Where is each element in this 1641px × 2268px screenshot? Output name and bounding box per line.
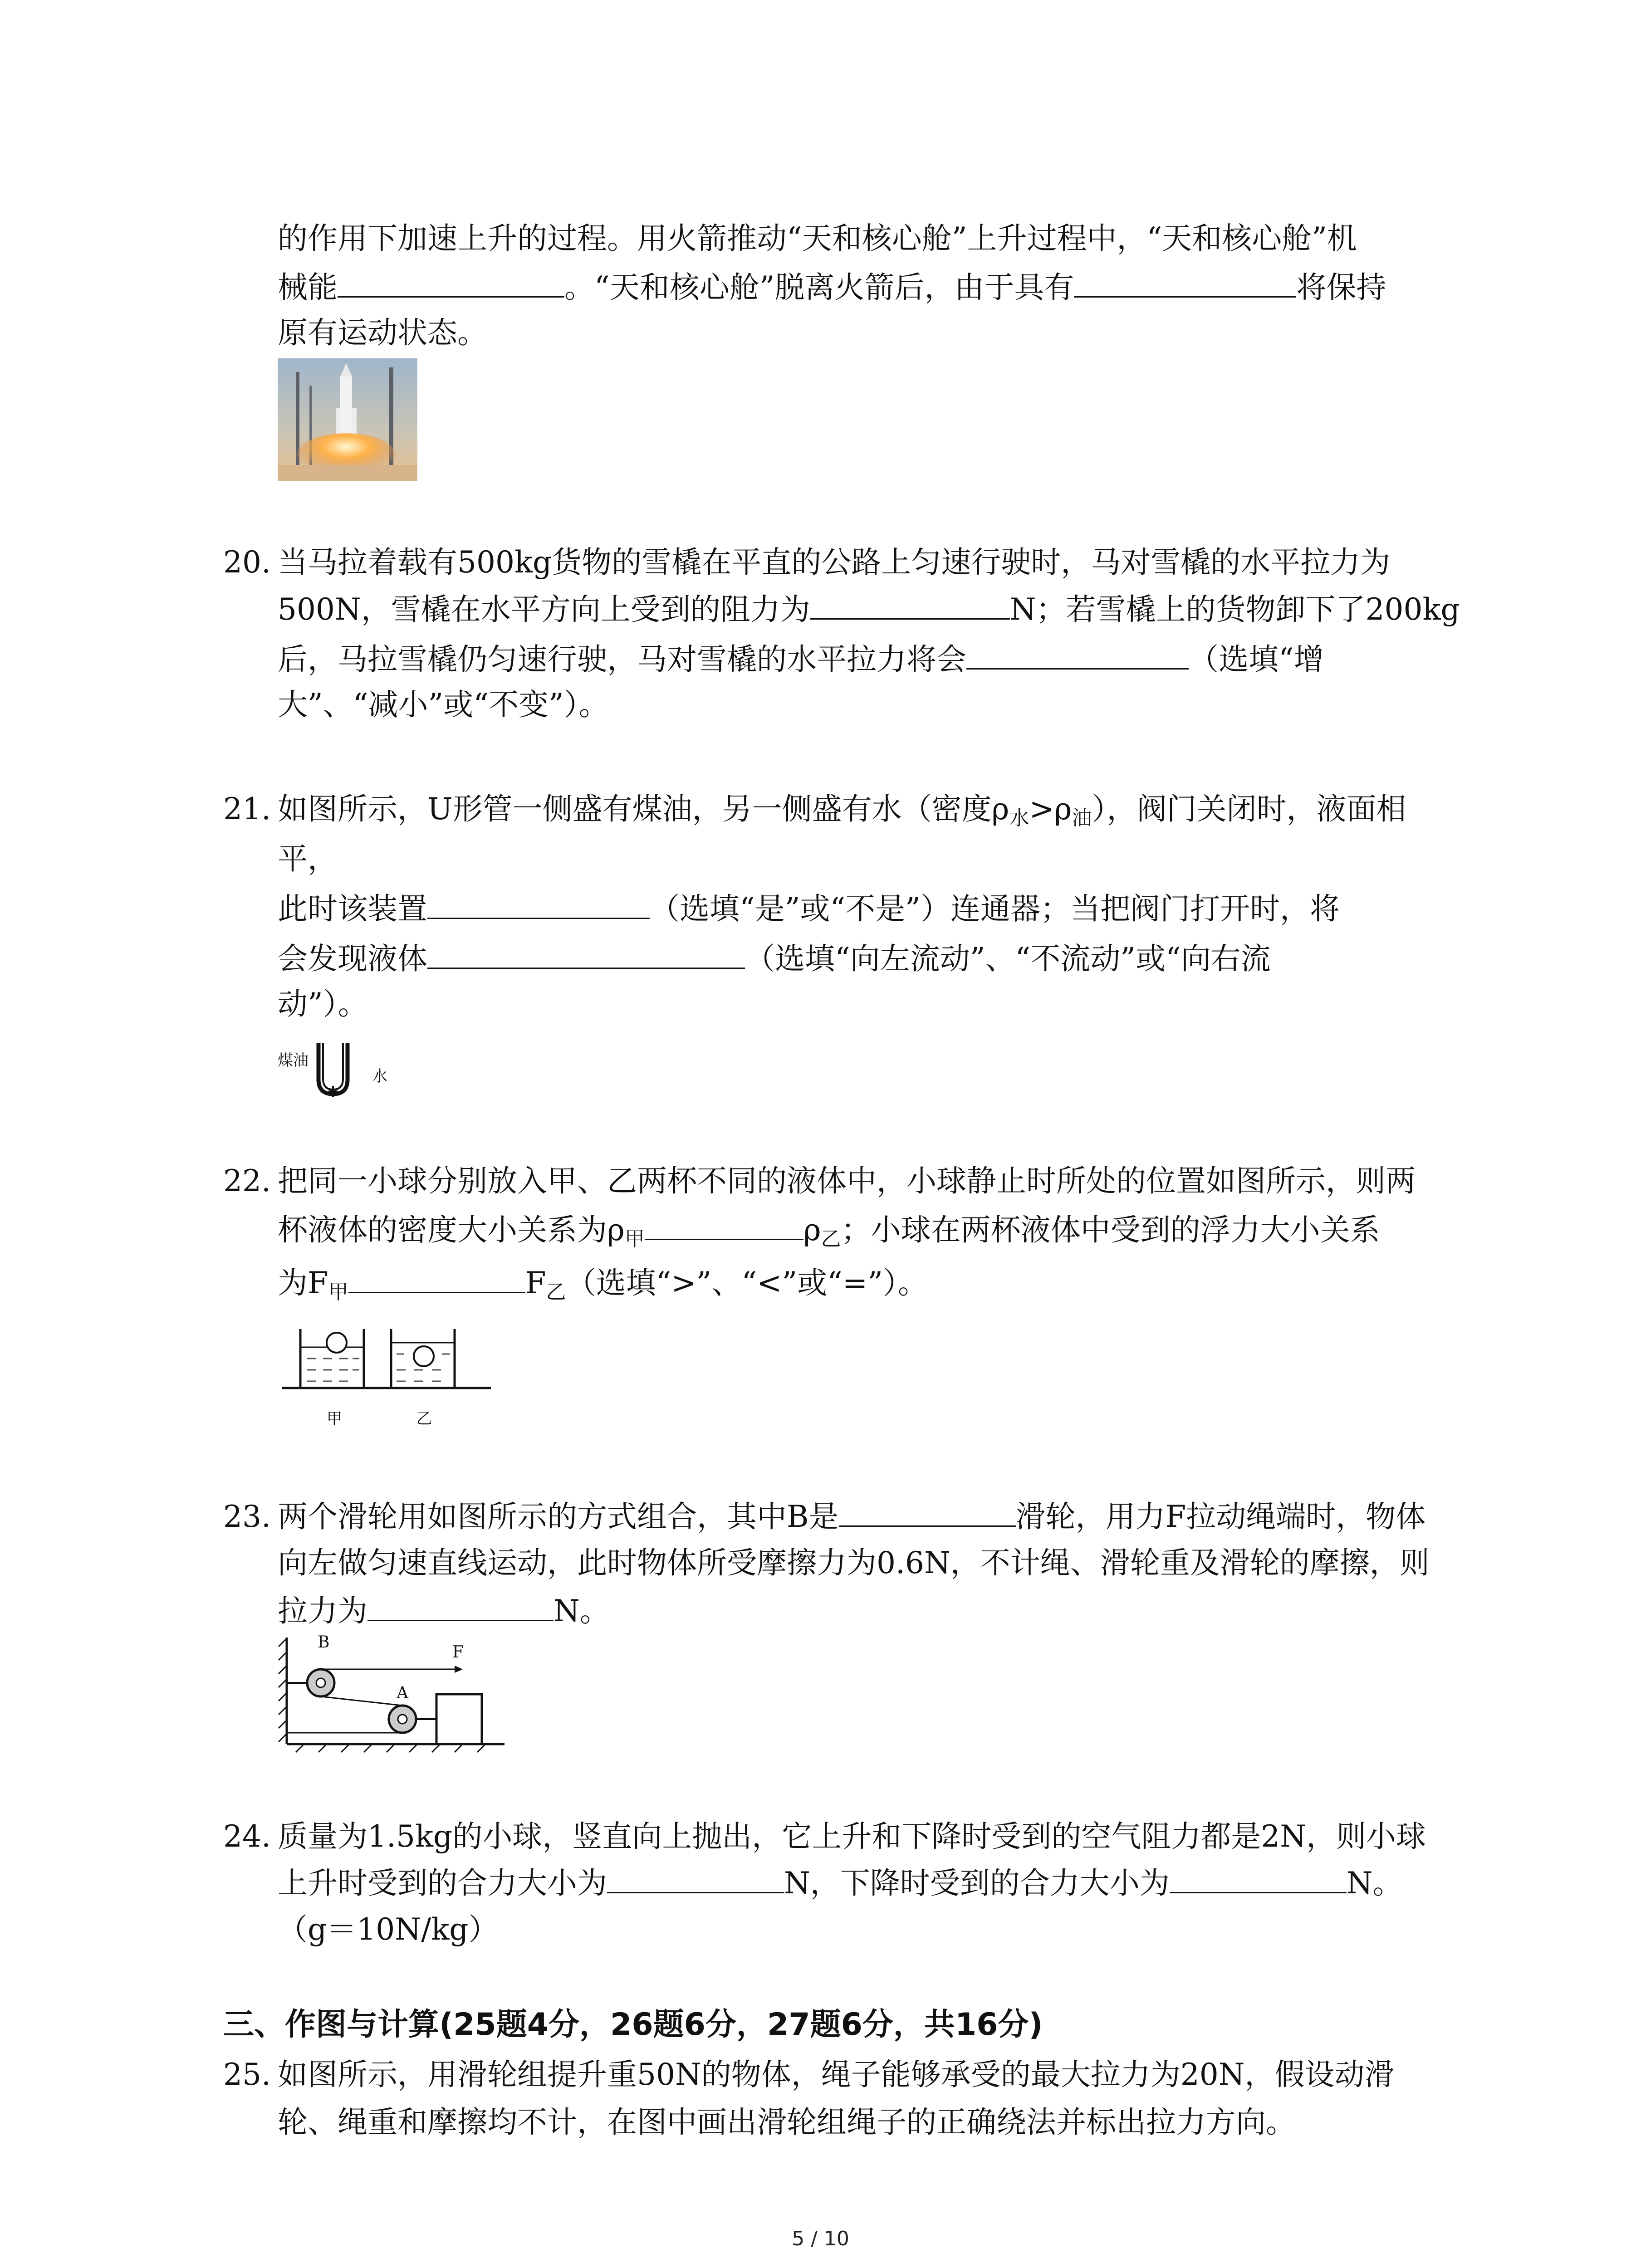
- q20-blank-2[interactable]: [966, 640, 1189, 670]
- q21-sub-water: 水: [1009, 807, 1029, 830]
- q22-text-d: 为F: [278, 1266, 328, 1300]
- q24-text-b: N，下降时受到的合力大小为: [784, 1866, 1170, 1901]
- u-tube-figure: [278, 1039, 396, 1102]
- q25-line1: 如图所示，用滑轮组提升重50N的物体，绳子能够承受的最大拉力为20N，假设动滑: [278, 2057, 1395, 2092]
- q23-line3: [278, 1591, 610, 1631]
- q23-line2: 向左做匀速直线运动，此时物体所受摩擦力为0.6N，不计绳、滑轮重及滑轮的摩擦，则: [278, 1545, 1430, 1580]
- q24-line1: 质量为1.5kg的小球，竖直向上抛出，它上升和下降时受到的空气阻力都是2N，则小球: [278, 1819, 1426, 1854]
- q24-blank-2[interactable]: [1170, 1864, 1347, 1893]
- q22-text-a: 杯液体的密度大小关系为ρ: [278, 1212, 625, 1247]
- q20-line4: 大”、“减小”或“不变”）。: [278, 687, 609, 722]
- q22-line2: [278, 1210, 1380, 1259]
- q20-number: 20.: [223, 545, 271, 580]
- q20-line1: 当马拉着载有500kg货物的雪橇在平直的公路上匀速行驶时，马对雪橇的水平拉力为: [278, 545, 1391, 580]
- q21-line2: 平，: [278, 841, 338, 876]
- q22-sub-jia2: 甲: [328, 1281, 348, 1304]
- q23-text-c: 拉力为: [278, 1593, 367, 1628]
- rocket-launch-photo: [278, 358, 417, 481]
- force-f-label: F: [452, 1643, 464, 1662]
- q22-blank-1[interactable]: [645, 1211, 803, 1240]
- q21-line3: [278, 889, 1340, 929]
- q22-sub-yi2: 乙: [546, 1281, 566, 1304]
- q19-text-a: 械能: [278, 270, 338, 305]
- q22-line1: 把同一小球分别放入甲、乙两杯不同的液体中，小球静止时所处的位置如图所示，则两: [278, 1163, 1416, 1198]
- pulley-b-label: B: [318, 1633, 330, 1652]
- q20-text-c: 后，马拉雪橇仍匀速行驶，马对雪橇的水平拉力将会: [278, 642, 966, 677]
- q22-sub-jia: 甲: [624, 1227, 645, 1251]
- q22-line3: [278, 1263, 928, 1312]
- q23-text-a: 两个滑轮用如图所示的方式组合，其中B是: [278, 1499, 839, 1534]
- q25-line2: 轮、绳重和摩擦均不计，在图中画出滑轮组绳子的正确绕法并标出拉力方向。: [278, 2105, 1296, 2140]
- q21-text-e: （选填“是”或“不是”）连通器；当把阀门打开时，将: [650, 891, 1340, 926]
- q22-blank-2[interactable]: [348, 1264, 525, 1293]
- q19-text-c: 将保持: [1296, 270, 1386, 305]
- q24-line3: （g＝10N/kg）: [278, 1912, 499, 1947]
- q21-text-g: （选填“向左流动”、“不流动”或“向右流: [745, 941, 1271, 976]
- cup-jia-label: 甲: [327, 1410, 342, 1428]
- u-tube-left-label: 煤油: [278, 1051, 309, 1070]
- q21-line5: 动”）。: [278, 987, 368, 1022]
- q23-line1: [278, 1497, 1425, 1537]
- q21-line4: [278, 939, 1271, 979]
- q24-blank-1[interactable]: [607, 1864, 784, 1893]
- q24-text-c: N。: [1346, 1866, 1403, 1901]
- q20-blank-1[interactable]: [810, 590, 1010, 620]
- u-tube-right-label: 水: [372, 1067, 387, 1085]
- q23-blank-1[interactable]: [839, 1497, 1016, 1527]
- section-3-heading: 三、作图与计算(25题4分，26题6分，27题6分，共16分): [223, 2007, 1043, 2043]
- q22-number: 22.: [223, 1163, 271, 1198]
- q21-blank-1[interactable]: [427, 890, 650, 919]
- q21-text-b: >ρ: [1029, 792, 1072, 826]
- q22-text-c: ；小球在两杯液体中受到的浮力大小关系: [841, 1212, 1380, 1247]
- q20-line2: [278, 590, 1460, 630]
- q21-number: 21.: [223, 792, 271, 826]
- q23-number: 23.: [223, 1499, 271, 1534]
- q20-line3: [278, 640, 1324, 679]
- q20-text-d: （选填“增: [1189, 642, 1324, 677]
- q21-line1: [278, 789, 1406, 838]
- q23-blank-2[interactable]: [367, 1592, 554, 1621]
- q20-text-b: N；若雪橇上的货物卸下了200kg: [1009, 592, 1460, 627]
- q21-text-c: ），阀门关闭时，液面相: [1092, 792, 1406, 826]
- q24-line2: [278, 1863, 1403, 1903]
- q19-line3: 原有运动状态。: [278, 315, 487, 350]
- q23-text-b: 滑轮，用力F拉动绳端时，物体: [1015, 1499, 1426, 1534]
- two-cups-figure: [278, 1320, 514, 1429]
- cup-yi-label: 乙: [416, 1410, 432, 1428]
- q22-text-f: （选填“>”、“<”或“=”）。: [566, 1266, 928, 1300]
- q21-blank-2[interactable]: [427, 939, 745, 969]
- q25-number: 25.: [223, 2057, 271, 2092]
- pulley-a-label: A: [397, 1684, 408, 1702]
- q20-text-a: 500N，雪橇在水平方向上受到的阻力为: [278, 592, 810, 627]
- q24-text-a: 上升时受到的合力大小为: [278, 1866, 607, 1901]
- q21-sub-oil: 油: [1072, 807, 1092, 830]
- q23-text-d: N。: [554, 1593, 610, 1628]
- q21-text-d: 此时该装置: [278, 891, 427, 926]
- q21-text-f: 会发现液体: [278, 941, 427, 976]
- q21-text-a: 如图所示，U形管一侧盛有煤油，另一侧盛有水（密度ρ: [278, 792, 1009, 826]
- q19-blank-1[interactable]: [338, 268, 564, 298]
- q19-text-b: 。“天和核心舱”脱离火箭后，由于具有: [564, 270, 1074, 305]
- q24-number: 24.: [223, 1819, 271, 1854]
- q19-line1: 的作用下加速上升的过程。用火箭推动“天和核心舱”上升过程中，“天和核心舱”机: [278, 221, 1357, 256]
- q19-blank-2[interactable]: [1074, 268, 1296, 298]
- q22-text-b: ρ: [803, 1212, 821, 1247]
- q22-text-e: F: [525, 1266, 546, 1300]
- q22-sub-yi: 乙: [821, 1227, 841, 1251]
- page-number: 5 / 10: [792, 2227, 849, 2250]
- pulley-figure: [278, 1633, 514, 1755]
- q19-line2: [278, 268, 1386, 308]
